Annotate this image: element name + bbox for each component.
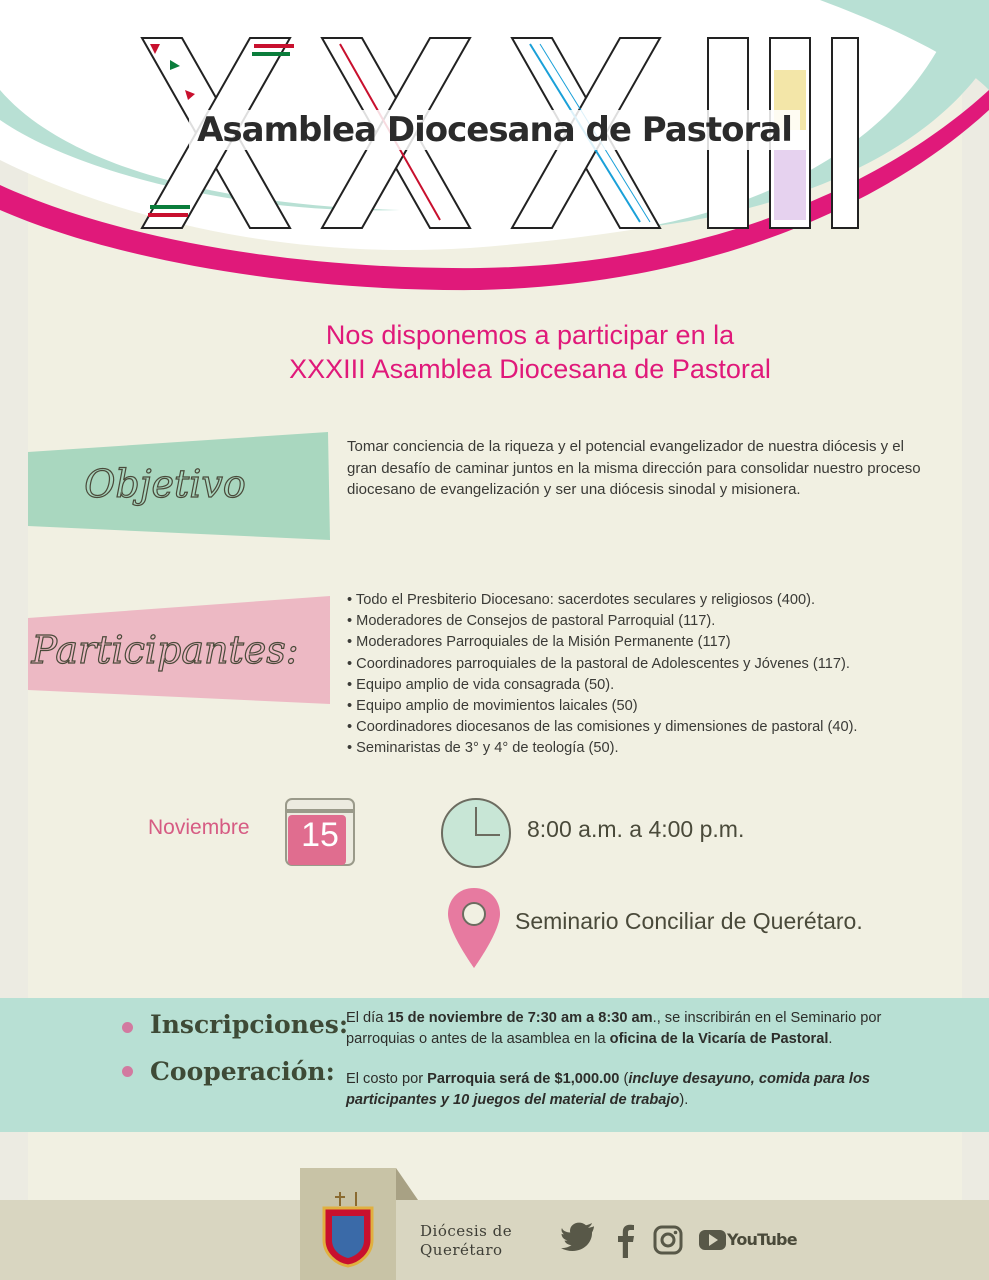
list-item: • Equipo amplio de movimientos laicales (50) [347, 698, 638, 715]
cooperacion-text [346, 1069, 946, 1111]
assembly-title-text: Asamblea Diocesana de Pastoral [189, 110, 800, 150]
facebook-icon[interactable] [615, 1222, 635, 1258]
inscripciones-text [346, 1008, 946, 1050]
location-pin-icon [446, 886, 502, 970]
text-run: El día [346, 1010, 388, 1026]
list-item: • Coordinadores parroquiales de la pastoral de Adolescentes y Jóvenes (117). [347, 655, 850, 672]
participantes-label: Participantes: [31, 628, 299, 672]
twitter-icon[interactable] [561, 1222, 595, 1258]
list-item: • Todo el Presbiterio Diocesano: sacerdotes seculares y religiosos (400). [347, 592, 816, 608]
diocese-shield-icon [318, 1188, 378, 1268]
event-time: 8:00 a.m. a 4:00 p.m. [527, 816, 745, 842]
inscripciones-label: Inscripciones: [150, 1010, 349, 1039]
text-bold: Parroquia será de $1,000.00 [427, 1071, 620, 1087]
bullet-icon [122, 1066, 133, 1077]
event-day: 15 [301, 816, 339, 854]
list-item: • Moderadores Parroquiales de la Misión Permanente (117) [347, 634, 731, 651]
diocese-name-line-1: Diócesis de [420, 1222, 513, 1240]
diocese-name-line-2: Querétaro [420, 1241, 503, 1259]
text-run: . [828, 1031, 833, 1047]
objetivo-label: Objetivo [84, 462, 246, 506]
text-bold: oficina de la Vicaría de Pastoral [609, 1031, 829, 1047]
header-graphic [0, 0, 989, 300]
cooperacion-label: Cooperación: [150, 1057, 335, 1086]
text-run: ., se inscribirán en el Seminario por parroquias o antes de la asamblea en la [346, 1010, 882, 1047]
list-item: • Coordinadores diocesanos de las comisiones y dimensiones de pastoral (40). [347, 719, 858, 736]
instagram-icon[interactable] [653, 1222, 683, 1258]
text-run: El costo por [346, 1071, 428, 1087]
participantes-list [347, 590, 947, 760]
intro-heading [0, 318, 989, 386]
clock-icon [440, 797, 512, 869]
text-run: ( [619, 1071, 629, 1087]
event-month: Noviembre [148, 816, 250, 839]
objetivo-text: Tomar conciencia de la riqueza y el potencial evangelizador de nuestra diócesis y el gran desafío de caminar juntos en la misma dirección para consolidar nuestro proceso diocesano de evangelización y ser una diócesis sinodal y misionera. [347, 438, 921, 498]
diocese-name [420, 1222, 512, 1260]
event-place: Seminario Conciliar de Querétaro. [515, 908, 863, 934]
list-item: • Moderadores de Consejos de pastoral Parroquial (117). [347, 613, 716, 630]
intro-line-2: XXXIII Asamblea Diocesana de Pastoral [289, 354, 771, 384]
youtube-icon[interactable] [698, 1222, 728, 1258]
intro-line-1: Nos disponemos a participar en la [325, 320, 735, 350]
text-run: ). [679, 1092, 689, 1108]
list-item: • Equipo amplio de vida consagrada (50). [347, 676, 615, 693]
list-item: • Seminaristas de 3° y 4° de teología (50). [347, 740, 619, 757]
fold-corner [396, 1168, 418, 1200]
text-italic: incluye desayuno, comida para los participantes y 10 juegos del material de trabajo [346, 1071, 871, 1108]
assembly-title [0, 110, 989, 150]
bullet-icon [122, 1022, 133, 1033]
text-bold: 15 de noviembre de 7:30 am a 8:30 am [387, 1010, 653, 1026]
youtube-label[interactable]: YouTube [727, 1230, 797, 1249]
